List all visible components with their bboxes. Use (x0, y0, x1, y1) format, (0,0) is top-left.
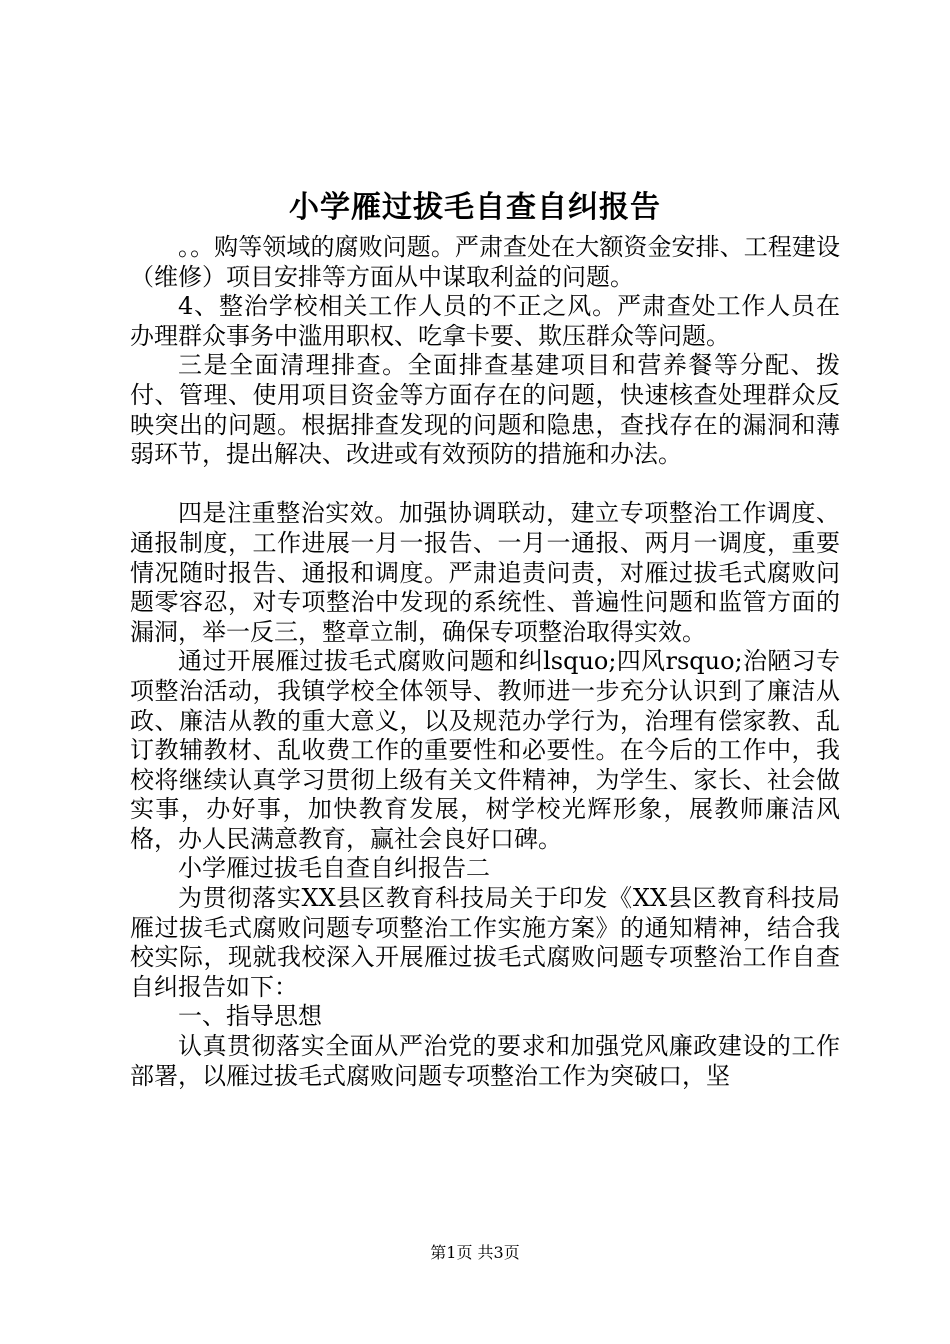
paragraph: 认真贯彻落实全面从严治党的要求和加强党风廉政建设的工作部署，以雁过拔毛式腐败问题专项整治工作为突破口，坚 (130, 1032, 840, 1090)
paragraph: 四是注重整治实效。加强协调联动，建立专项整治工作调度、通报制度，工作进展一月一报告、一月一通报、两月一调度，重要情况随时报告、通报和调度。严肃追责问责，对雁过拔毛式腐败问题零容忍，对专项整治中发现的系统性、普遍性问题和监管方面的漏洞，举一反三，整章立制，确保专项整治取得实效。 (130, 499, 840, 646)
paragraph: 。。购等领域的腐败问题。严肃查处在大额资金安排、工程建设（维修）项目安排等方面从中谋取利益的问题。 (130, 233, 840, 291)
paragraph: 4、整治学校相关工作人员的不正之风。严肃查处工作人员在办理群众事务中滥用职权、吃拿卡要、欺压群众等问题。 (130, 292, 840, 350)
section-heading: 小学雁过拔毛自查自纠报告二 (178, 854, 490, 883)
section-heading: 一、指导思想 (178, 1002, 322, 1031)
paragraph: 三是全面清理排查。全面排查基建项目和营养餐等分配、拨付、管理、使用项目资金等方面存在的问题，快速核查处理群众反映突出的问题。根据排查发现的问题和隐患，查找存在的漏洞和薄弱环节，提出解决、改进或有效预防的措施和办法。 (130, 351, 840, 469)
document-body (130, 233, 840, 1091)
paragraph: 通过开展雁过拔毛式腐败问题和纠lsquo;四风rsquo;治陋习专项整治活动，我镇学校全体领导、教师进一步充分认识到了廉洁从政、廉洁从教的重大意义，以及规范办学行为，治理有偿家教、乱订教辅教材、乱收费工作的重要性和必要性。在今后的工作中，我校将继续认真学习贯彻上级有关文件精神，为学生、家长、社会做实事，办好事，加快教育发展，树学校光辉形象，展教师廉洁风格，办人民满意教育，赢社会良好口碑。 (130, 647, 840, 853)
page-footer: 第1页 共3页 (430, 1243, 520, 1262)
paragraph: 为贯彻落实XX县区教育科技局关于印发《XX县区教育科技局雁过拔毛式腐败问题专项整治工作实施方案》的通知精神，结合我校实际，现就我校深入开展雁过拔毛式腐败问题专项整治工作自查自纠报告如下： (130, 884, 840, 1001)
document-title: 小学雁过拔毛自查自纠报告 (289, 190, 661, 225)
